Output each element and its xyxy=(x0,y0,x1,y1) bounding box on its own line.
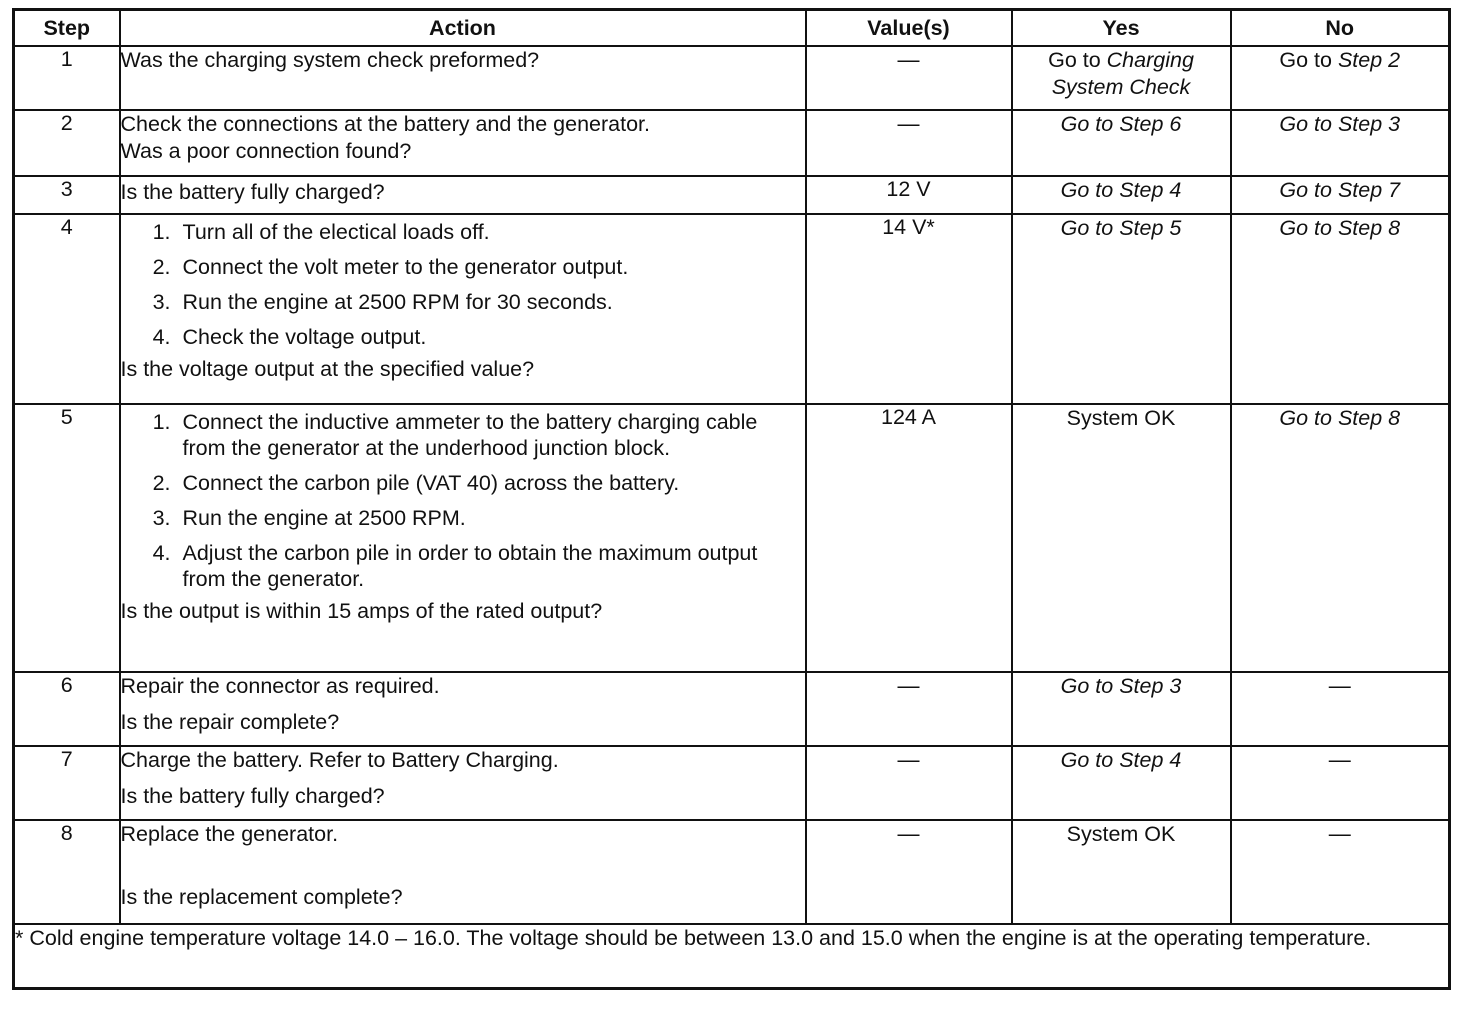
header-action: Action xyxy=(120,10,806,47)
value-cell: 124 A xyxy=(806,404,1012,672)
value-cell: 12 V xyxy=(806,176,1012,214)
table-row-step-6 xyxy=(14,672,1450,746)
table-row-step-7 xyxy=(14,746,1450,820)
value-cell: — xyxy=(806,110,1012,176)
no-cell[interactable]: Go to Step 7 xyxy=(1231,176,1450,214)
action-cell xyxy=(120,46,806,110)
no-cell: — xyxy=(1231,820,1450,924)
table-row-step-4 xyxy=(14,214,1450,404)
list-item: 4. Adjust the carbon pile in order to obtain the maximum output from the generator. xyxy=(177,540,805,592)
list-item: 3. Run the engine at 2500 RPM. xyxy=(177,505,805,531)
step-number: 4 xyxy=(14,214,120,404)
step-number: 5 xyxy=(14,404,120,672)
no-prefix: Go to xyxy=(1279,48,1338,72)
procedure-list xyxy=(121,219,805,350)
footnote: * Cold engine temperature voltage 14.0 – 16.0. The voltage should be between 13.0 and 15.0 when the engine is at the operating temperature. xyxy=(14,924,1450,988)
action-cell xyxy=(120,110,806,176)
value-cell: 14 V* xyxy=(806,214,1012,404)
action-question: Is the voltage output at the specified value? xyxy=(120,357,535,381)
header-values: Value(s) xyxy=(806,10,1012,47)
step-number: 1 xyxy=(14,46,120,110)
yes-cell[interactable]: System OK xyxy=(1012,820,1231,924)
yes-cell[interactable]: Go to Step 5 xyxy=(1012,214,1231,404)
no-cell: — xyxy=(1231,746,1450,820)
yes-cell[interactable]: Go to Step 3 xyxy=(1012,672,1231,746)
table-row-step-2 xyxy=(14,110,1450,176)
header-no: No xyxy=(1231,10,1450,47)
yes-prefix: Go to xyxy=(1048,48,1107,72)
charging-system-check-link[interactable]: Charging System Check xyxy=(1051,48,1194,99)
table-row-step-8 xyxy=(14,820,1450,924)
procedure-list xyxy=(121,409,805,592)
yes-cell[interactable]: System OK xyxy=(1012,404,1231,672)
no-cell[interactable]: Go to Step 8 xyxy=(1231,214,1450,404)
diagnostic-table xyxy=(12,8,1451,990)
list-item: 2. Connect the volt meter to the generator output. xyxy=(177,254,805,280)
value-cell: — xyxy=(806,820,1012,924)
action-question: Is the battery fully charged? xyxy=(120,180,385,204)
value-cell: — xyxy=(806,746,1012,820)
action-question: Is the output is within 15 amps of the rated output? xyxy=(120,599,603,623)
no-cell: — xyxy=(1231,672,1450,746)
action-cell xyxy=(120,820,806,924)
header-step: Step xyxy=(14,10,120,47)
step-number: 2 xyxy=(14,110,120,176)
yes-cell[interactable]: Go to Step 6 xyxy=(1012,110,1231,176)
no-cell[interactable] xyxy=(1231,46,1450,110)
value-cell: — xyxy=(806,672,1012,746)
step-number: 7 xyxy=(14,746,120,820)
table-row-step-1 xyxy=(14,46,1450,110)
action-instruction: Charge the battery. Refer to Battery Charging. xyxy=(120,748,559,772)
value-cell: — xyxy=(806,46,1012,110)
spacer xyxy=(121,848,805,884)
header-yes: Yes xyxy=(1012,10,1231,47)
action-cell xyxy=(120,672,806,746)
action-instruction: Replace the generator. xyxy=(120,822,339,846)
action-question: Is the replacement complete? xyxy=(120,885,403,909)
action-question: Is the repair complete? xyxy=(120,710,340,734)
action-cell xyxy=(120,404,806,672)
step-number: 3 xyxy=(14,176,120,214)
yes-cell[interactable]: Go to Step 4 xyxy=(1012,746,1231,820)
yes-cell[interactable]: Go to Step 4 xyxy=(1012,176,1231,214)
list-item: 3. Run the engine at 2500 RPM for 30 seconds. xyxy=(177,289,805,315)
list-item: 2. Connect the carbon pile (VAT 40) across the battery. xyxy=(177,470,805,496)
list-item: 4. Check the voltage output. xyxy=(177,324,805,350)
step-number: 6 xyxy=(14,672,120,746)
action-question: Is the battery fully charged? xyxy=(120,784,385,808)
header-row xyxy=(14,10,1450,47)
action-instruction: Repair the connector as required. xyxy=(120,674,440,698)
list-item: 1. Turn all of the electical loads off. xyxy=(177,219,805,245)
no-cell[interactable]: Go to Step 3 xyxy=(1231,110,1450,176)
no-cell[interactable]: Go to Step 8 xyxy=(1231,404,1450,672)
action-cell xyxy=(120,176,806,214)
table-row-step-5 xyxy=(14,404,1450,672)
action-cell xyxy=(120,746,806,820)
action-question: Was the charging system check preformed? xyxy=(120,48,540,72)
list-item: 1. Connect the inductive ammeter to the battery charging cable from the generator at the underhood junction block. xyxy=(177,409,805,461)
table-row-step-3 xyxy=(14,176,1450,214)
step-2-link[interactable]: Step 2 xyxy=(1337,48,1401,72)
action-cell xyxy=(120,214,806,404)
footnote-row xyxy=(14,924,1450,988)
step-number: 8 xyxy=(14,820,120,924)
action-question: Was a poor connection found? xyxy=(120,139,412,163)
yes-cell[interactable] xyxy=(1012,46,1231,110)
action-instruction: Check the connections at the battery and the generator. xyxy=(120,112,650,136)
